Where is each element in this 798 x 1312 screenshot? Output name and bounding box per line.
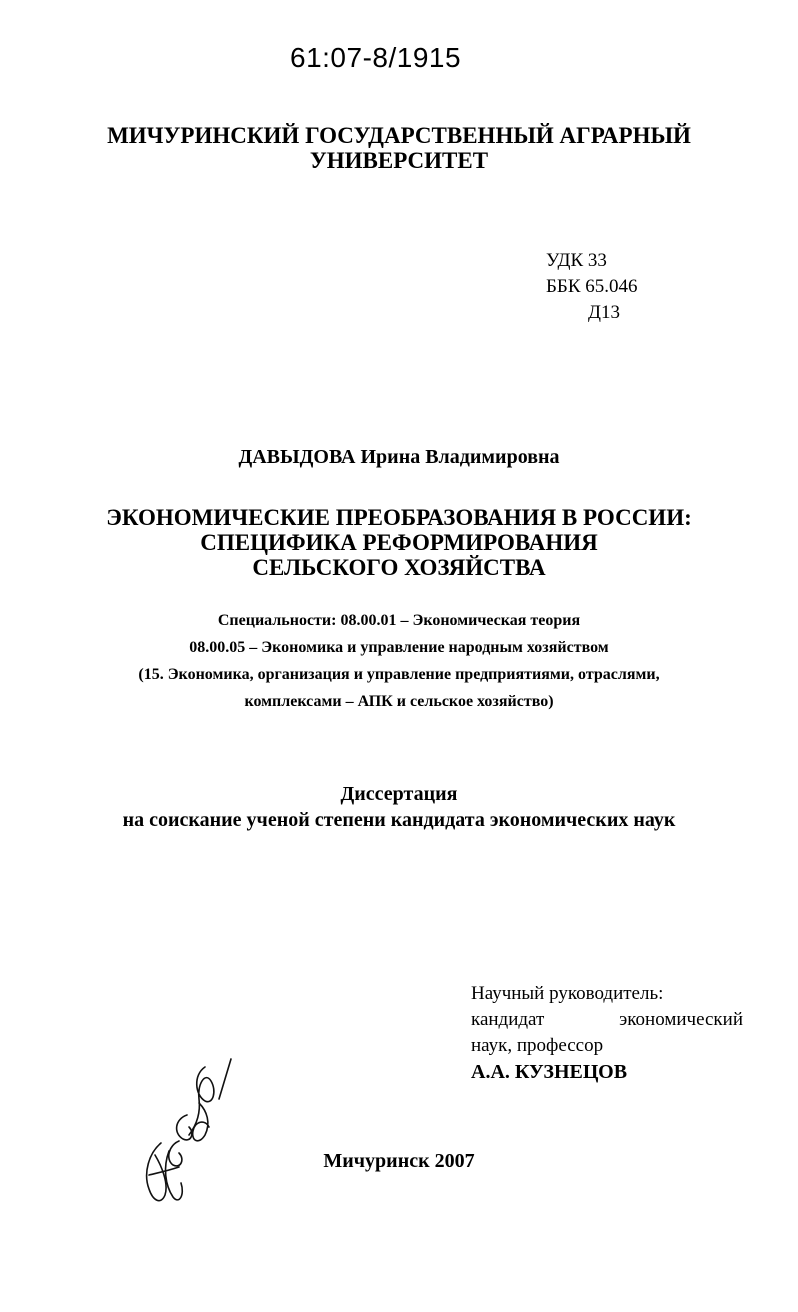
dissertation-block (0, 781, 798, 833)
advisor-degree-part1: кандидат (471, 1009, 545, 1030)
thesis-title (0, 505, 798, 580)
university-line-2: УНИВЕРСИТЕТ (309, 148, 489, 173)
title-line-3: СЕЛЬСКОГО ХОЗЯЙСТВА (252, 555, 546, 580)
university-line-1: МИЧУРИНСКИЙ ГОСУДАРСТВЕННЫЙ АГРАРНЫЙ (107, 123, 691, 148)
city-year: Мичуринск 2007 (323, 1150, 475, 1172)
author-name: ДАВЫДОВА Ирина Владимировна (238, 446, 560, 468)
specialty-line-4: комплексами – АПК и сельское хозяйство) (244, 693, 554, 710)
udk-code: УДК 33 (546, 250, 607, 271)
dissertation-heading: Диссертация (340, 783, 458, 805)
bbk-code: ББК 65.046 (546, 276, 638, 297)
advisor-degree-part2: экономический (619, 1009, 743, 1030)
handwritten-signature (135, 1055, 245, 1215)
specialty-line-2: 08.00.05 – Экономика и управление народным хозяйством (189, 639, 609, 656)
title-line-2: СПЕЦИФИКА РЕФОРМИРОВАНИЯ (200, 530, 598, 555)
archive-number: 61:07-8/1915 (290, 42, 462, 73)
university-name (0, 123, 798, 173)
specialties (0, 607, 798, 715)
advisor-degree-line (471, 1007, 743, 1033)
dissertation-purpose: на соискание ученой степени кандидата экономических наук (122, 809, 676, 831)
advisor-label: Научный руководитель: (471, 983, 664, 1004)
specialty-line-3: (15. Экономика, организация и управление предприятиями, отраслями, (138, 666, 660, 683)
advisor-name: А.А. КУЗНЕЦОВ (471, 1061, 628, 1083)
advisor-degree-line2: наук, профессор (471, 1035, 604, 1056)
classification-codes (546, 248, 638, 326)
specialty-line-1: Специальности: 08.00.01 – Экономическая теория (217, 612, 581, 629)
title-line-1: ЭКОНОМИЧЕСКИЕ ПРЕОБРАЗОВАНИЯ В РОССИИ: (106, 505, 692, 530)
advisor-block (471, 981, 743, 1085)
author-code: Д13 (588, 302, 620, 323)
